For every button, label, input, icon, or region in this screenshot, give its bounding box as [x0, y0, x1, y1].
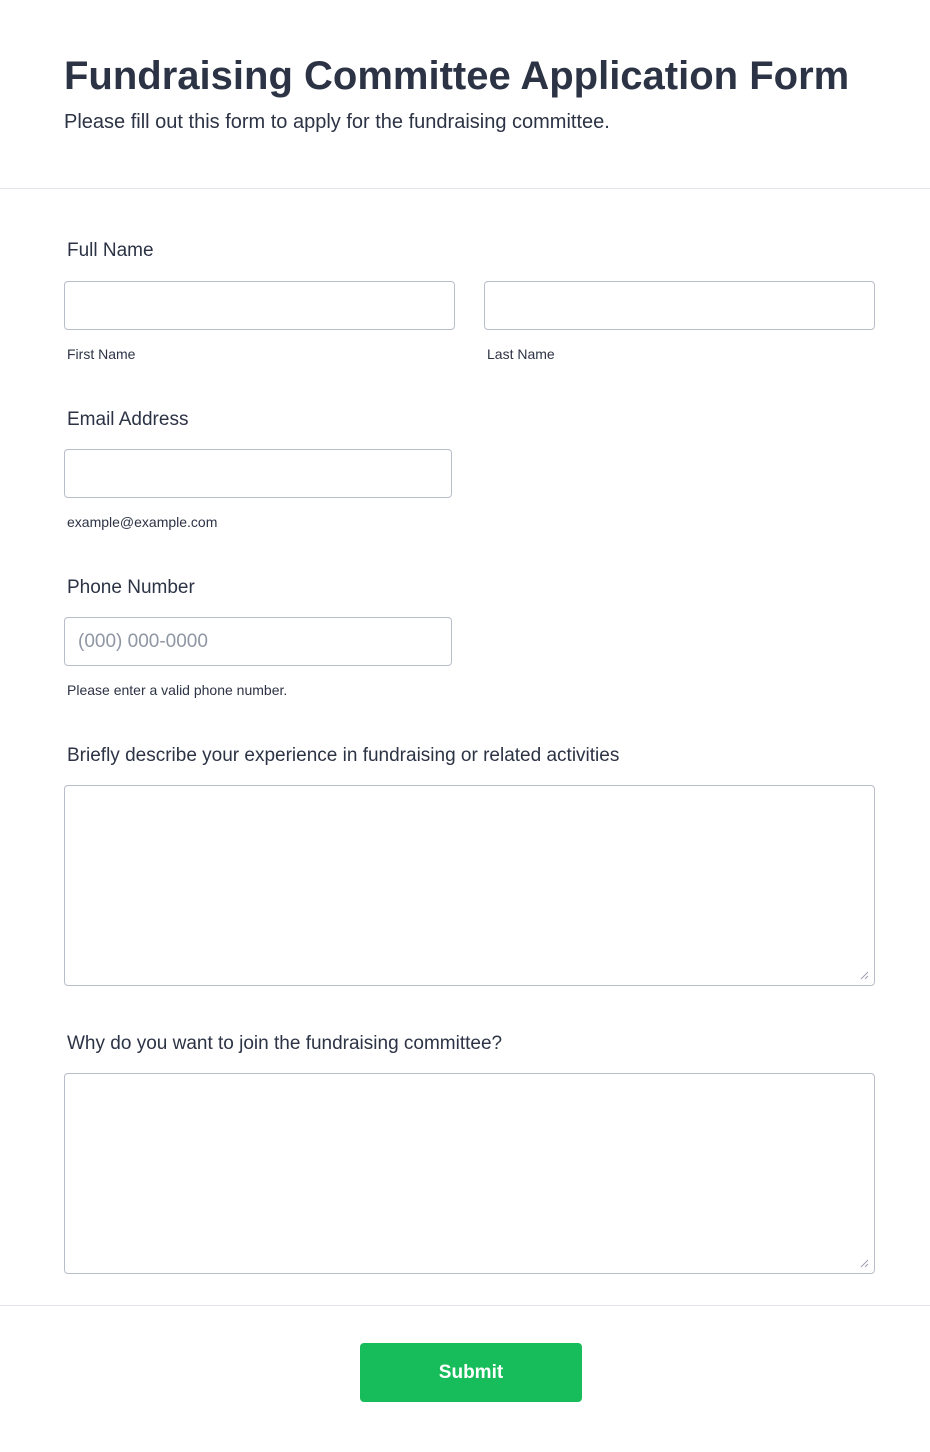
resize-handle-icon[interactable] [859, 970, 869, 980]
phone-sublabel: Please enter a valid phone number. [67, 682, 288, 698]
page-subtitle: Please fill out this form to apply for the fundraising committee. [64, 111, 610, 133]
experience-textarea[interactable] [64, 785, 875, 986]
phone-input[interactable] [64, 617, 452, 666]
full-name-label: Full Name [67, 240, 154, 261]
footer-divider [0, 1305, 930, 1306]
submit-button[interactable]: Submit [360, 1343, 582, 1402]
motivation-label: Why do you want to join the fundraising committee? [67, 1033, 503, 1054]
email-sublabel: example@example.com [67, 514, 218, 530]
experience-label: Briefly describe your experience in fundraising or related activities [67, 745, 620, 766]
page-title: Fundraising Committee Application Form [64, 54, 850, 98]
email-input[interactable] [64, 449, 452, 498]
last-name-sublabel: Last Name [487, 346, 555, 362]
form-header [0, 0, 930, 189]
motivation-textarea[interactable] [64, 1073, 875, 1274]
first-name-sublabel: First Name [67, 346, 136, 362]
last-name-input[interactable] [484, 281, 875, 330]
email-label: Email Address [67, 409, 189, 430]
phone-label: Phone Number [67, 577, 195, 598]
first-name-input[interactable] [64, 281, 455, 330]
resize-handle-icon[interactable] [859, 1258, 869, 1268]
